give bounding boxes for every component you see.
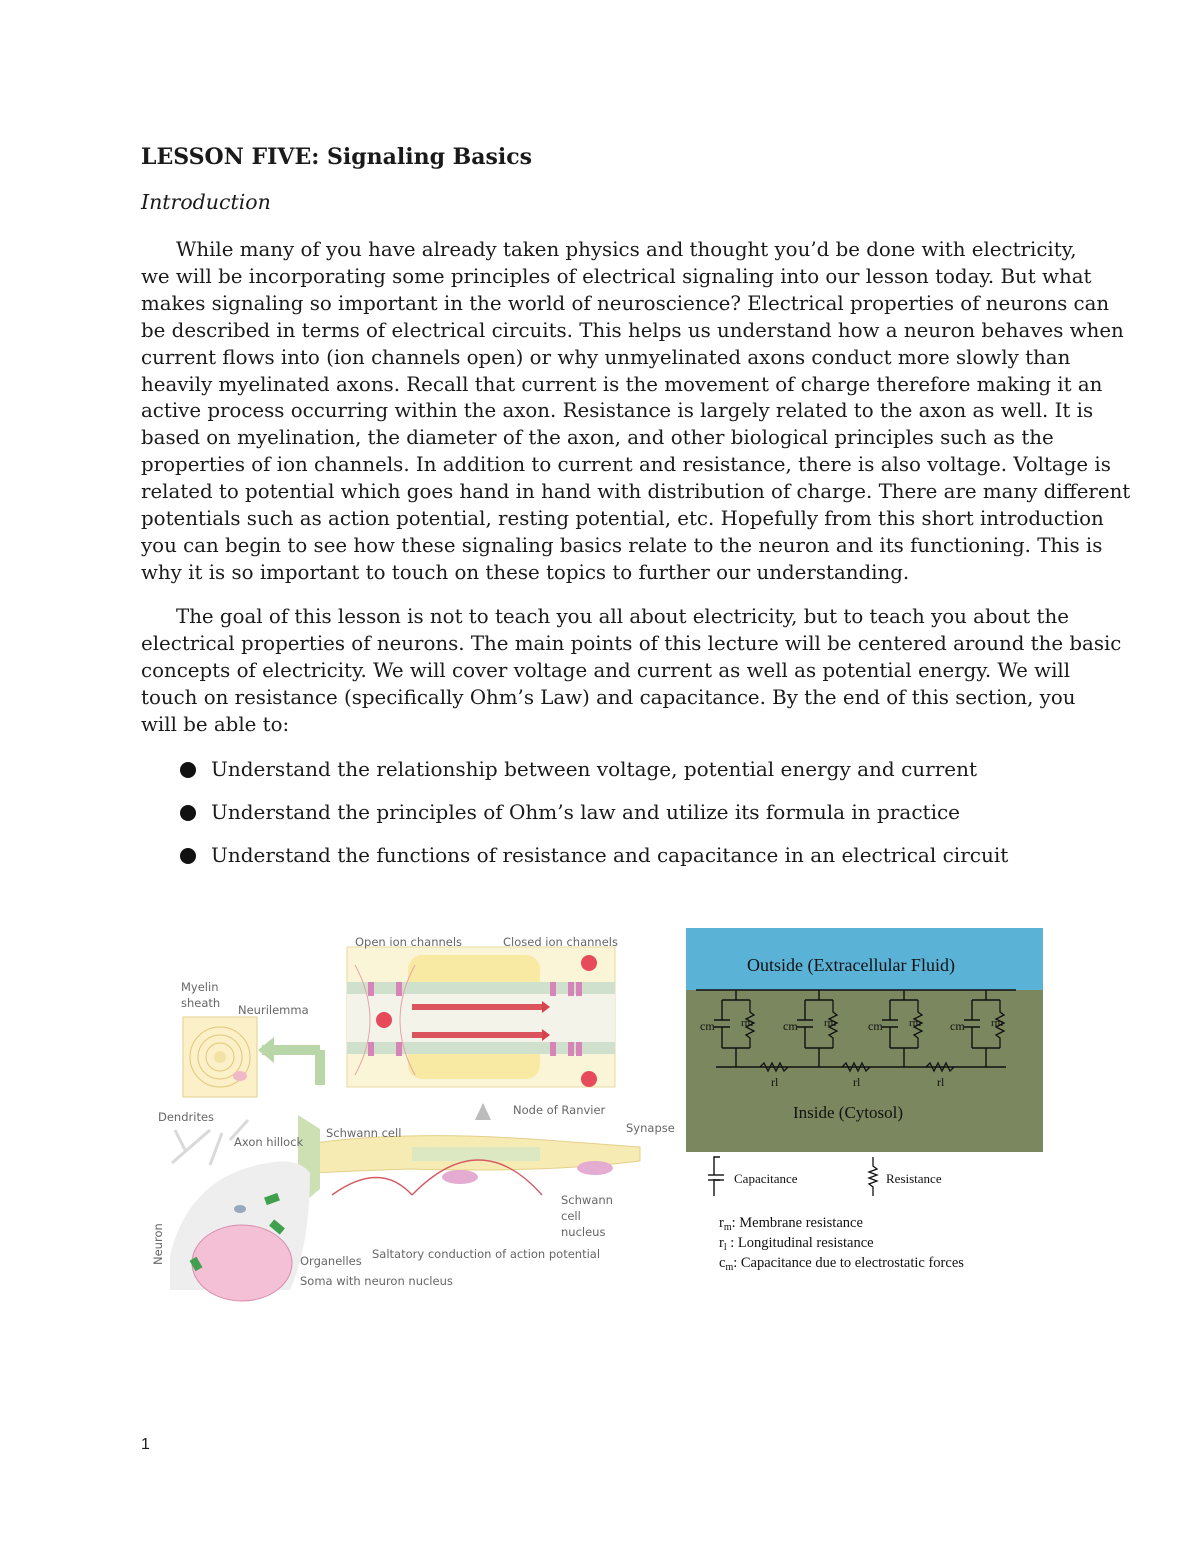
- text-line: While many of you have already taken physics and thought you’d be done with electricity,: [176, 238, 1077, 261]
- rl-symbol-label: rl: [771, 1075, 779, 1089]
- text-line: touch on resistance (specifically Ohm’s Law) and capacitance. By the end of this section, you: [141, 685, 1076, 709]
- rl-symbol-label: rl: [853, 1075, 861, 1089]
- text-line: makes signaling so important in the world of neuroscience? Electrical properties of neurons can: [141, 291, 1110, 315]
- label-neuron: Neuron: [151, 1223, 165, 1265]
- capacitance-legend-icon: [708, 1157, 724, 1196]
- text-line: electrical properties of neurons. The main points of this lecture will be centered around the basic: [141, 631, 1122, 655]
- label-organelles: Organelles: [300, 1254, 362, 1268]
- list-item: [180, 755, 1008, 798]
- page-title: LESSON FIVE: Signaling Basics: [141, 144, 532, 170]
- text-line: related to potential which goes hand in hand with distribution of charge. There are many different: [141, 480, 1131, 504]
- legend-resistance: Resistance: [886, 1171, 942, 1186]
- cm-symbol-label: cm: [950, 1019, 965, 1033]
- label-axon-hillock: Axon hillock: [234, 1135, 304, 1149]
- definition-cm: $c_m$: Capacitance due to electrostatic forces: [719, 1255, 964, 1273]
- label-schwann-cell: Schwann cell: [326, 1126, 402, 1140]
- label-closed-ion-channels: Closed ion channels: [503, 935, 618, 949]
- label-schwann-nucleus-1: Schwann: [561, 1193, 613, 1207]
- section-heading: Introduction: [141, 190, 271, 214]
- label-myelin: Myelin: [181, 980, 219, 994]
- text-line: be described in terms of electrical circuits. This helps us understand how a neuron behaves when: [141, 318, 1124, 342]
- label-dendrites: Dendrites: [158, 1110, 215, 1124]
- list-item-text: Understand the functions of resistance and capacitance in an electrical circuit: [211, 843, 1009, 867]
- definition-rl: $r_l$ : Longitudinal resistance: [719, 1235, 874, 1253]
- text-line: you can begin to see how these signaling basics relate to the neuron and its functioning. This is: [141, 533, 1103, 557]
- text-line: active process occurring within the axon. Resistance is largely related to the axon as well. It is: [141, 399, 1094, 423]
- bullet-icon: [180, 805, 196, 821]
- objectives-list: [180, 755, 1008, 884]
- inside-label: Inside (Cytosol): [793, 1103, 904, 1122]
- list-item: [180, 798, 1008, 841]
- text-line: The goal of this lesson is not to teach you all about electricity, but to teach you about the: [176, 605, 1069, 628]
- list-item-text: Understand the principles of Ohm’s law and utilize its formula in practice: [211, 800, 961, 824]
- text-line: concepts of electricity. We will cover voltage and current as well as potential energy. We will: [141, 658, 1071, 682]
- list-item-text: Understand the relationship between voltage, potential energy and current: [211, 757, 978, 781]
- label-neurilemma: Neurilemma: [238, 1003, 309, 1017]
- outside-label: Outside (Extracellular Fluid): [747, 955, 955, 975]
- text-line: potentials such as action potential, resting potential, etc. Hopefully from this short introduction: [141, 507, 1104, 531]
- text-line: properties of ion channels. In addition to current and resistance, there is also voltage. Voltage is: [141, 453, 1111, 477]
- text-line: based on myelination, the diameter of the axon, and other biological principles such as the: [141, 426, 1054, 450]
- rm-symbol-label: rm: [824, 1017, 837, 1029]
- ion-channel-inset: [347, 947, 615, 1087]
- rm-symbol-label: rm: [991, 1017, 1004, 1029]
- text-line: will be able to:: [141, 712, 290, 736]
- cm-symbol-label: cm: [700, 1019, 715, 1033]
- bullet-icon: [180, 848, 196, 864]
- label-soma: Soma with neuron nucleus: [300, 1274, 453, 1288]
- page-number: 1: [141, 1436, 150, 1453]
- label-synapse: Synapse: [626, 1121, 675, 1135]
- text-line: why it is so important to touch on these topics to further our understanding.: [141, 560, 910, 584]
- rl-symbol-label: rl: [937, 1075, 945, 1089]
- resistance-legend-icon: [869, 1157, 877, 1196]
- intro-paragraph: [141, 237, 1131, 587]
- text-line: current flows into (ion channels open) or why unmyelinated axons conduct more slowly than: [141, 345, 1071, 369]
- legend-capacitance: Capacitance: [734, 1171, 798, 1186]
- bullet-icon: [180, 762, 196, 778]
- label-sheath: sheath: [181, 996, 221, 1010]
- definition-rm: $r_m$: Membrane resistance: [719, 1215, 863, 1233]
- label-open-ion-channels: Open ion channels: [355, 935, 463, 949]
- rm-symbol-label: rm: [909, 1017, 922, 1029]
- neuron-diagram: [150, 925, 675, 1295]
- label-schwann-nucleus-3: nucleus: [561, 1225, 606, 1239]
- cm-symbol-label: cm: [783, 1019, 798, 1033]
- cytosol-region: [686, 990, 1043, 1152]
- myelin-sheath-inset: [183, 1017, 257, 1097]
- label-schwann-nucleus-2: cell: [561, 1209, 581, 1223]
- circuit-diagram: [686, 928, 1043, 1288]
- goal-paragraph: [141, 604, 1122, 739]
- text-line: heavily myelinated axons. Recall that current is the movement of charge therefore making it an: [141, 372, 1103, 396]
- cm-symbol-label: cm: [868, 1019, 883, 1033]
- text-line: we will be incorporating some principles of electrical signaling into our lesson today. But what: [141, 264, 1092, 288]
- list-item: [180, 841, 1008, 884]
- rm-symbol-label: rm: [741, 1017, 754, 1029]
- label-saltatory-conduction: Saltatory conduction of action potential: [372, 1247, 601, 1261]
- label-node-of-ranvier: Node of Ranvier: [513, 1103, 606, 1117]
